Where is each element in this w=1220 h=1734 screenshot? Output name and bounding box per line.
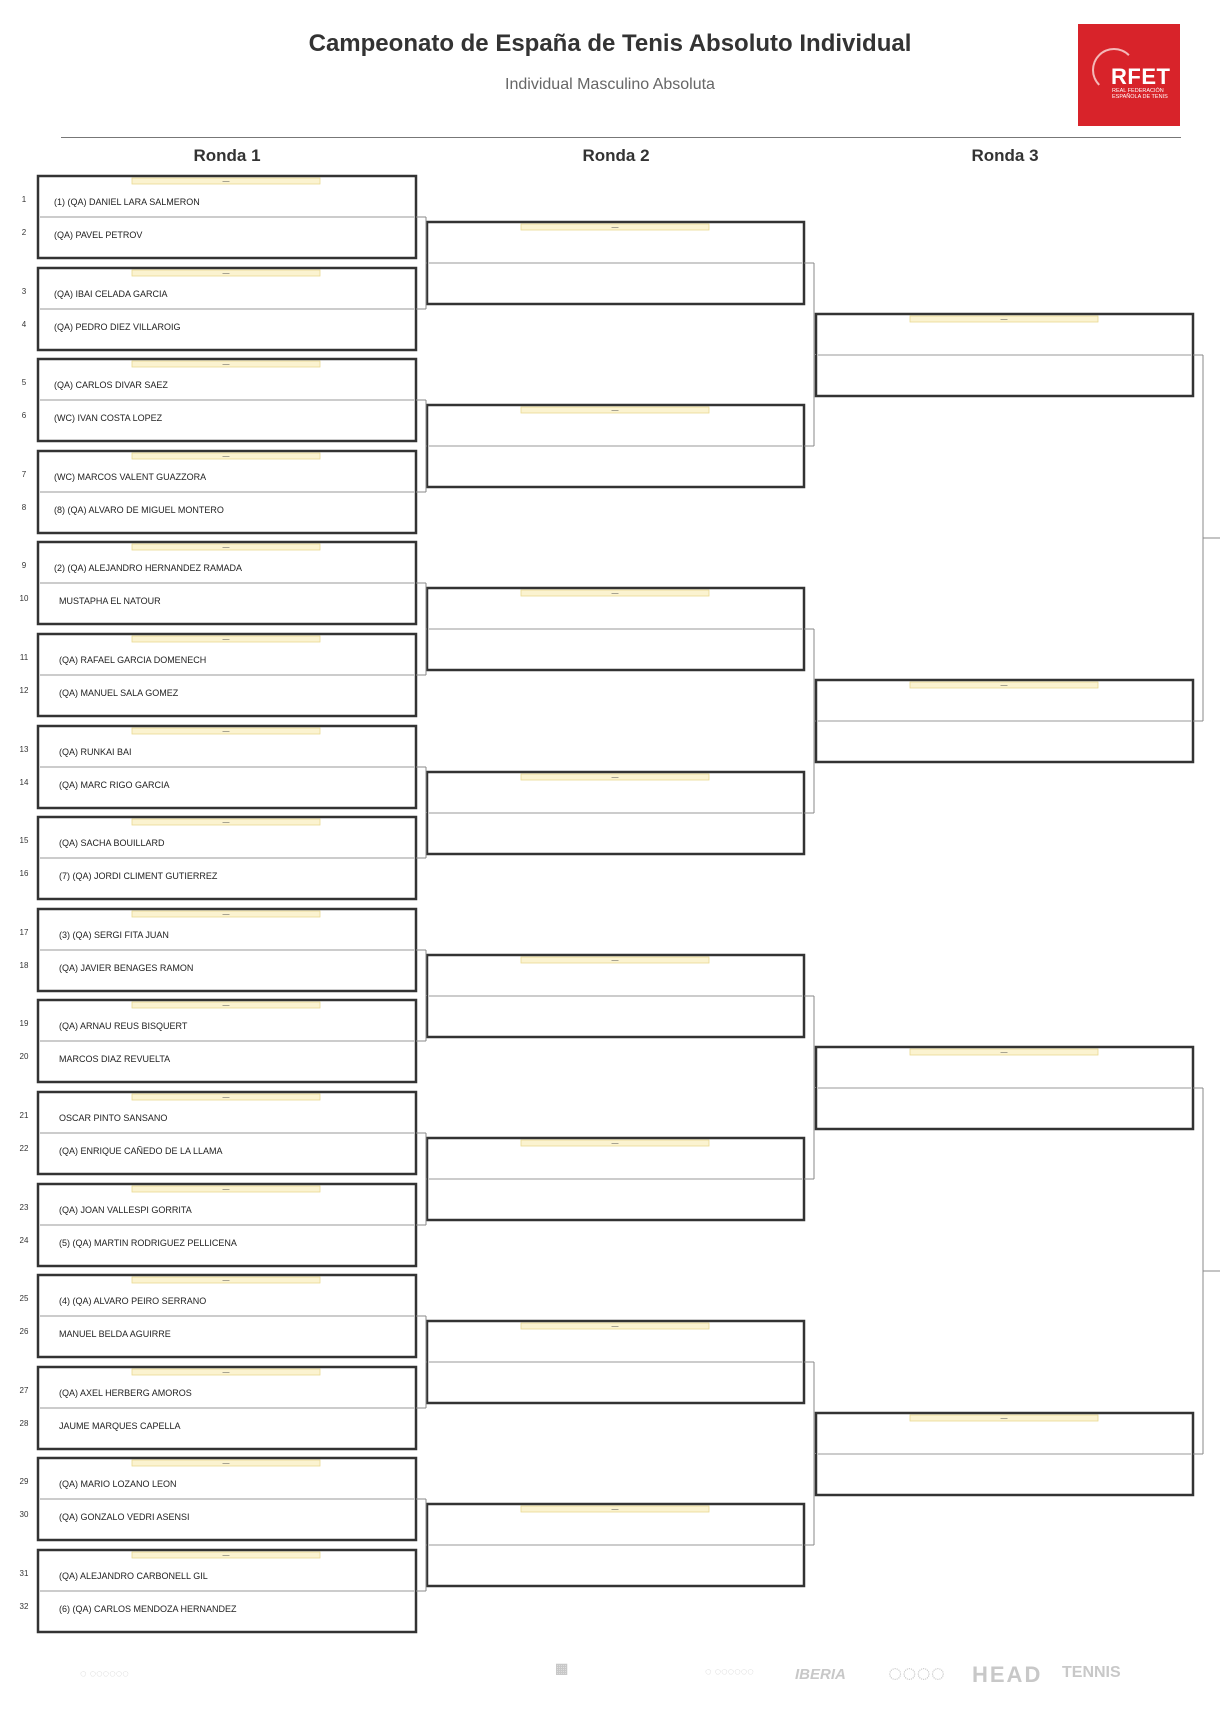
player-name[interactable]: (WC) IVAN COSTA LOPEZ [54,413,163,423]
score-placeholder: — [611,407,619,414]
player-name[interactable]: (QA) JAVIER BENAGES RAMON [59,963,194,973]
draw-position-number: 30 [19,1510,29,1519]
score-placeholder: — [611,1323,619,1330]
score-placeholder: — [611,1140,619,1147]
draw-position-number: 26 [19,1327,29,1336]
score-placeholder: — [222,636,230,643]
draw-position-number: 28 [19,1419,29,1428]
player-name[interactable]: (QA) RAFAEL GARCIA DOMENECH [59,655,207,665]
player-name[interactable]: (QA) RUNKAI BAI [59,747,132,757]
player-name[interactable]: (3) (QA) SERGI FITA JUAN [59,930,169,940]
page-subtitle: Individual Masculino Absoluta [505,76,715,93]
draw-position-number: 18 [19,961,29,970]
score-placeholder: — [1000,1049,1008,1056]
player-name[interactable]: (QA) PEDRO DIEZ VILLAROIG [54,322,181,332]
score-placeholder: — [222,1369,230,1376]
sponsor-tennis: TENNIS [1062,1664,1121,1681]
draw-position-number: 21 [19,1111,29,1120]
round-label-2: Ronda 2 [582,146,650,165]
score-placeholder: — [1000,682,1008,689]
sponsor-logo-3: ◌ ◌◌◌◌◌◌ [705,1666,754,1678]
player-name[interactable]: (QA) MARC RIGO GARCIA [59,780,170,790]
draw-position-number: 20 [19,1052,29,1061]
player-name[interactable]: (QA) SACHA BOUILLARD [59,838,165,848]
player-name[interactable]: (QA) PAVEL PETROV [54,230,143,240]
draw-position-number: 31 [19,1569,29,1578]
player-name[interactable]: (WC) MARCOS VALENT GUAZZORA [54,472,207,482]
draw-position-number: 16 [19,869,29,878]
score-placeholder: — [222,361,230,368]
score-placeholder: — [222,1002,230,1009]
draw-position-number: 8 [21,503,27,512]
score-placeholder: — [611,774,619,781]
score-placeholder: — [611,1506,619,1513]
score-placeholder: — [222,178,230,185]
logo-text: RFET [1111,64,1171,89]
score-placeholder: — [222,270,230,277]
player-name[interactable]: MUSTAPHA EL NATOUR [59,596,161,606]
score-placeholder: — [222,544,230,551]
player-name[interactable]: (QA) CARLOS DIVAR SAEZ [54,380,168,390]
score-placeholder: — [611,224,619,231]
draw-position-number: 9 [21,561,27,570]
player-name[interactable]: (QA) JOAN VALLESPI GORRITA [59,1205,192,1215]
logo-subtext-1: REAL FEDERACIÓN [1112,88,1164,94]
draw-position-number: 13 [19,745,29,754]
draw-position-number: 10 [19,594,29,603]
sponsor-logo-1: ◌ ◌◌◌◌◌◌ [80,1668,129,1680]
player-name[interactable]: (QA) AXEL HERBERG AMOROS [59,1388,192,1398]
draw-position-number: 32 [19,1602,29,1611]
score-placeholder: — [222,453,230,460]
score-placeholder: — [222,1277,230,1284]
player-name[interactable]: MARCOS DIAZ REVUELTA [59,1054,171,1064]
player-name[interactable]: (1) (QA) DANIEL LARA SALMERON [54,197,200,207]
draw-position-number: 15 [19,836,29,845]
draw-position-number: 3 [21,287,27,296]
player-name[interactable]: JAUME MARQUES CAPELLA [59,1421,181,1431]
draw-position-number: 6 [21,411,27,420]
draw-position-number: 24 [19,1236,29,1245]
sponsor-iberia: IBERIA [795,1666,846,1683]
draw-position-number: 19 [19,1019,29,1028]
player-name[interactable]: (QA) IBAI CELADA GARCIA [54,289,168,299]
draw-position-number: 27 [19,1386,29,1395]
score-placeholder: — [222,728,230,735]
score-placeholder: — [222,1552,230,1559]
sponsor-strip [0,1658,1220,1718]
player-name[interactable]: (QA) MARIO LOZANO LEON [59,1479,177,1489]
score-placeholder: — [222,819,230,826]
score-placeholder: — [611,590,619,597]
player-name[interactable]: (QA) MANUEL SALA GOMEZ [59,688,179,698]
score-placeholder: — [222,1094,230,1101]
draw-position-number: 11 [19,653,29,662]
draw-position-number: 23 [19,1203,29,1212]
draw-position-number: 25 [19,1294,29,1303]
draw-position-number: 1 [21,195,27,204]
draw-position-number: 12 [19,686,29,695]
score-placeholder: — [1000,1415,1008,1422]
player-name[interactable]: (QA) GONZALO VEDRI ASENSI [59,1512,190,1522]
score-placeholder: — [222,1460,230,1467]
round-label-1: Ronda 1 [193,146,261,165]
draw-position-number: 7 [21,470,27,479]
player-name[interactable]: (2) (QA) ALEJANDRO HERNANDEZ RAMADA [54,563,243,573]
sponsor-head: HEAD [972,1662,1043,1687]
score-placeholder: — [222,1186,230,1193]
logo-subtext-2: ESPAÑOLA DE TENIS [1112,94,1168,100]
score-placeholder: — [611,957,619,964]
sponsor-logo-2: ▦ [555,1660,569,1676]
draw-position-number: 4 [21,320,27,329]
player-name[interactable]: (QA) ENRIQUE CAÑEDO DE LA LLAMA [59,1146,223,1156]
sponsor-logo-4: ◌◌◌◌ [888,1660,946,1687]
player-name[interactable]: OSCAR PINTO SANSANO [59,1113,168,1123]
draw-position-number: 22 [19,1144,29,1153]
player-name[interactable]: (4) (QA) ALVARO PEIRO SERRANO [59,1296,207,1306]
player-name[interactable]: MANUEL BELDA AGUIRRE [59,1329,171,1339]
draw-position-number: 2 [21,228,27,237]
round-label-3: Ronda 3 [971,146,1039,165]
draw-position-number: 29 [19,1477,29,1486]
score-placeholder: — [1000,316,1008,323]
page-title: Campeonato de España de Tenis Absoluto Individual [308,30,912,57]
score-placeholder: — [222,911,230,918]
draw-position-number: 14 [19,778,29,787]
player-name[interactable]: (QA) ARNAU REUS BISQUERT [59,1021,188,1031]
player-name[interactable]: (6) (QA) CARLOS MENDOZA HERNANDEZ [59,1604,237,1614]
draw-position-number: 5 [21,378,27,387]
player-name[interactable]: (7) (QA) JORDI CLIMENT GUTIERREZ [59,871,218,881]
draw-position-number: 17 [19,928,29,937]
player-name[interactable]: (5) (QA) MARTIN RODRIGUEZ PELLICENA [59,1238,237,1248]
player-name[interactable]: (8) (QA) ALVARO DE MIGUEL MONTERO [54,505,224,515]
player-name[interactable]: (QA) ALEJANDRO CARBONELL GIL [59,1571,208,1581]
